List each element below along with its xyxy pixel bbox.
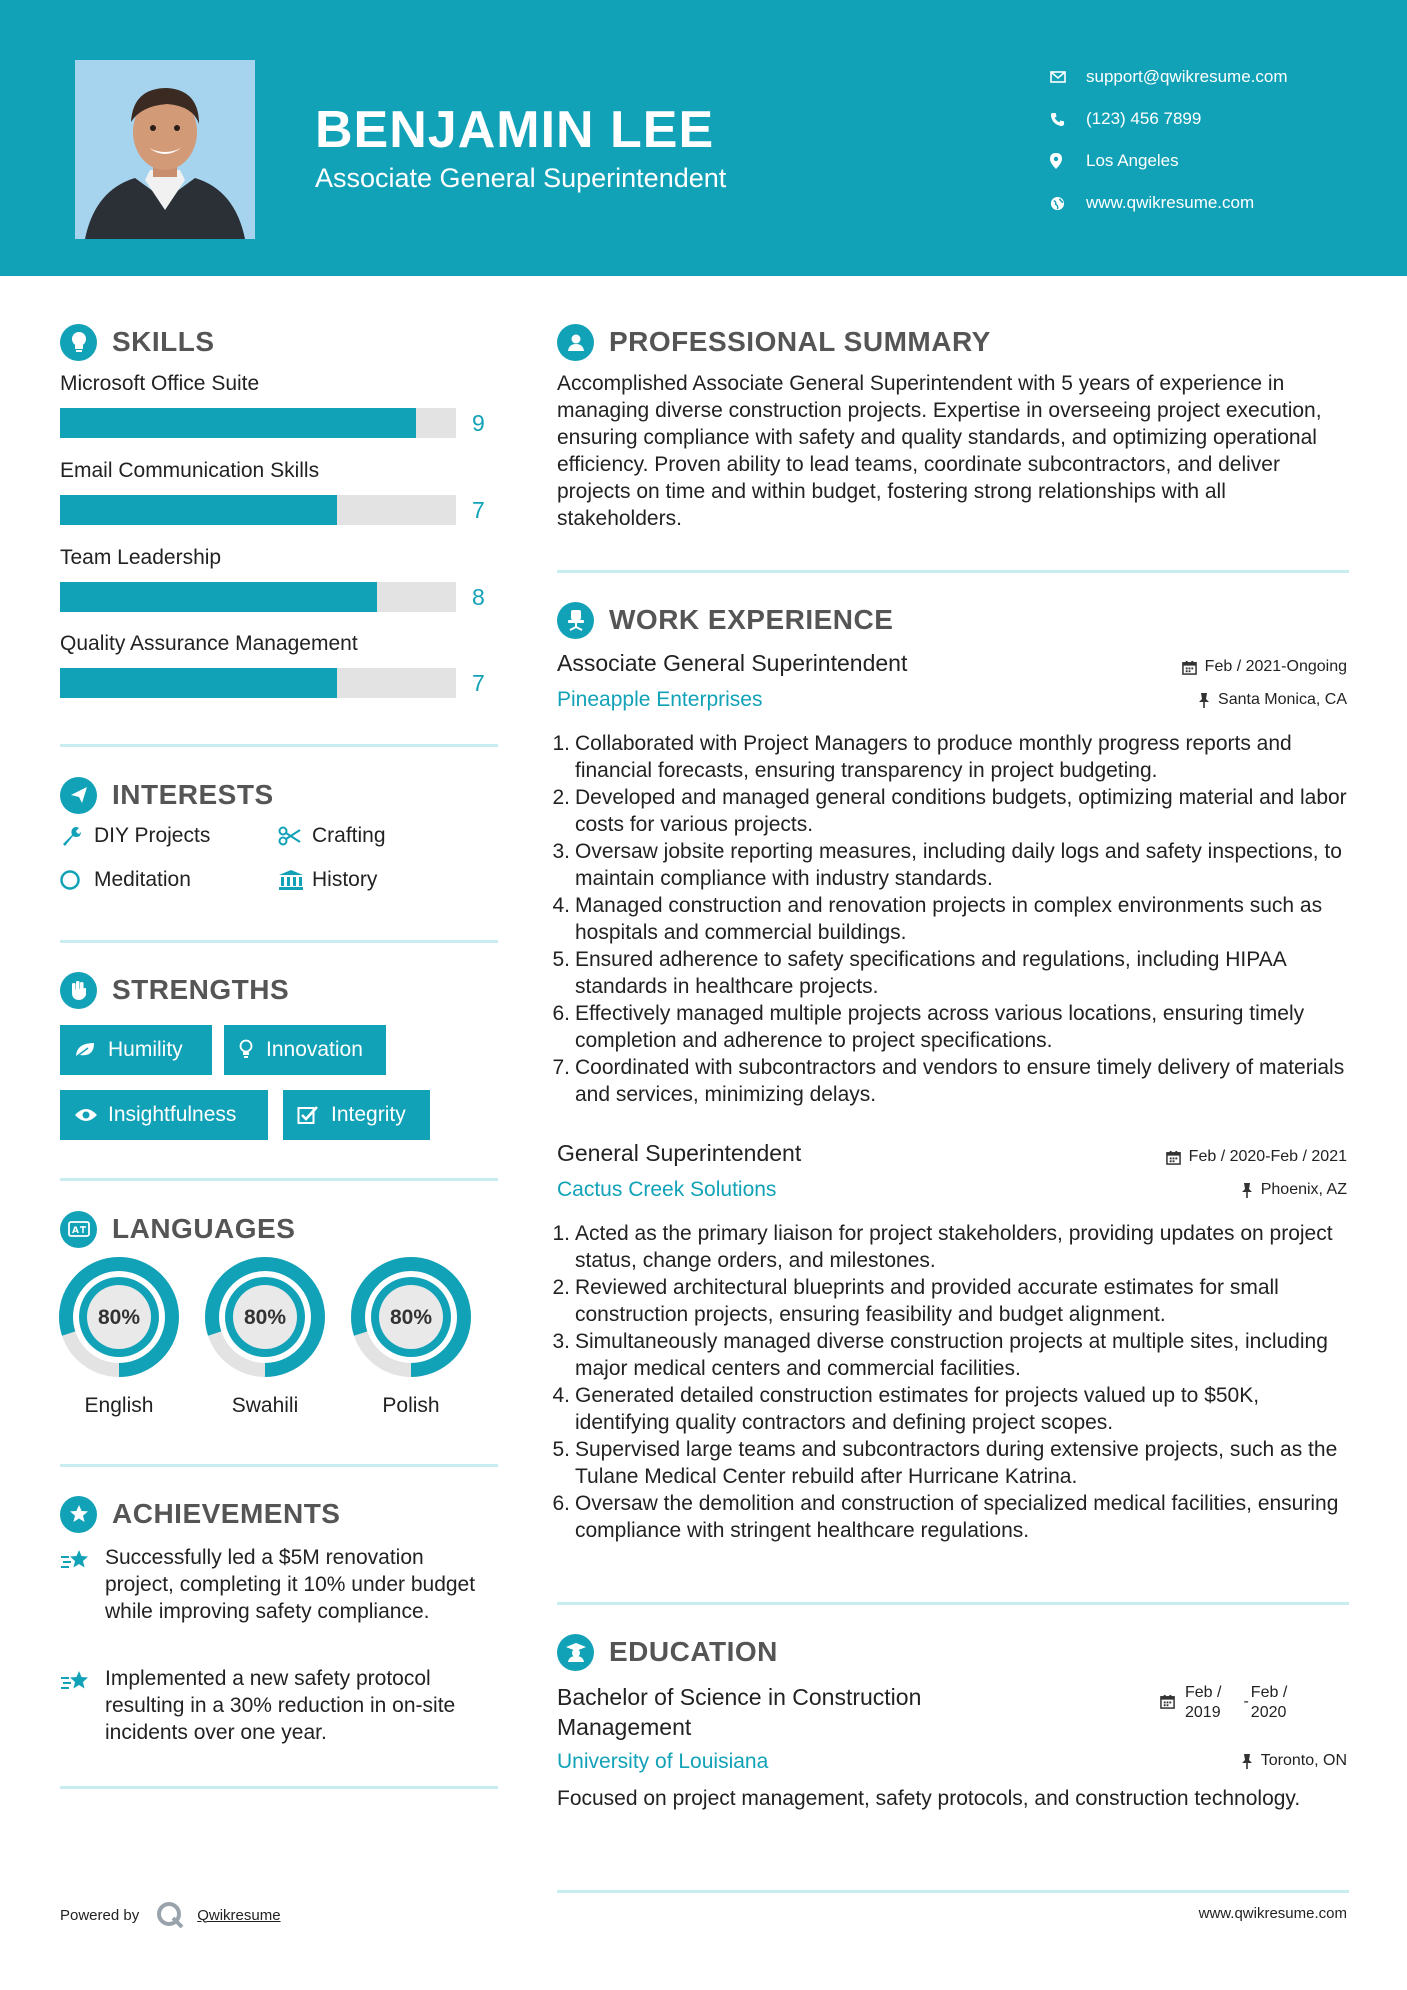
school-name: University of Louisiana [557, 1750, 769, 1773]
skill-bar-fill [60, 408, 416, 438]
strength-label: Humility [108, 1038, 183, 1061]
pushpin-icon [1241, 1753, 1253, 1769]
star-badge-icon [60, 1496, 97, 1533]
duty-item: 1. Acted as the primary liaison for project stakeholders, providing updates on project status, change orders, and milestones. [557, 1220, 1357, 1274]
interests-title: INTERESTS [112, 779, 274, 810]
achievements-title: ACHIEVEMENTS [112, 1498, 341, 1529]
contact-website[interactable] [1050, 182, 1380, 224]
duty-text: Effectively managed multiple projects across various locations, ensuring timely completion and adherence to project specifications. [575, 1002, 1305, 1052]
skill-bar [60, 495, 456, 525]
phone-icon [1050, 112, 1086, 127]
location-pin-icon [1050, 153, 1086, 169]
strengths-title: STRENGTHS [112, 974, 290, 1005]
duty-text: Generated detailed construction estimates for projects valued up to $50K, identifying quality contractors and defining project scopes. [575, 1384, 1260, 1434]
interest-label: History [312, 868, 378, 891]
eye-icon [74, 1107, 108, 1123]
section-divider [557, 1890, 1349, 1893]
interests-heading [60, 775, 274, 815]
graduate-icon [557, 1634, 594, 1671]
experience-heading [557, 600, 893, 640]
qwikresume-logo-icon [155, 1900, 185, 1930]
language-percent: 80% [97, 1306, 141, 1329]
contact-phone-text: (123) 456 7899 [1086, 109, 1202, 128]
interest-label: Crafting [312, 824, 386, 847]
summary-title: PROFESSIONAL SUMMARY [609, 326, 991, 357]
contact-location-text: Los Angeles [1086, 151, 1179, 170]
education-location-text: Toronto, ON [1260, 1752, 1347, 1769]
skill-value: 7 [472, 670, 485, 696]
paper-plane-icon [60, 777, 97, 814]
duty-item: 6. Effectively managed multiple projects across various locations, ensuring timely completion and adherence to project specifications. [557, 1000, 1357, 1054]
strength-label: Integrity [331, 1103, 406, 1126]
museum-icon [278, 869, 312, 891]
company-name: Pineapple Enterprises [557, 688, 763, 711]
duty-list [552, 1220, 1357, 1544]
duty-text: Developed and managed general conditions budgets, optimizing material and labor costs for various projects. [575, 786, 1347, 836]
degree-title [557, 1682, 921, 1742]
duty-item: 1. Collaborated with Project Managers to produce monthly progress reports and financial forecasts, ensuring transparency in project budgeting. [557, 730, 1357, 784]
contact-list [1050, 56, 1380, 224]
person-portrait-icon [75, 60, 255, 239]
scissors-icon [278, 826, 312, 846]
skill-bar [60, 582, 456, 612]
duty-text: Acted as the primary liaison for project stakeholders, providing updates on project status, change orders, and milestones. [575, 1222, 1333, 1272]
contact-email[interactable] [1050, 56, 1380, 98]
leaf-icon [74, 1041, 108, 1059]
powered-by-text: Powered by [60, 1906, 140, 1924]
section-divider [60, 744, 498, 747]
achievement-text: Implemented a new safety protocol resulting in a 30% reduction in on-site incidents over one year. [105, 1667, 456, 1744]
footer-url[interactable]: www.qwikresume.com [1198, 1905, 1347, 1922]
education-title: EDUCATION [609, 1636, 778, 1667]
strength-label: Insightfulness [108, 1103, 237, 1126]
office-chair-icon [557, 602, 594, 639]
job-date [1182, 658, 1347, 676]
job-title: Associate General Superintendent [557, 650, 908, 676]
contact-website-text: www.qwikresume.com [1086, 193, 1255, 212]
strength-tag [224, 1025, 386, 1075]
section-divider [60, 1178, 498, 1181]
skill-value: 8 [472, 584, 485, 610]
strength-tag [60, 1090, 268, 1140]
date-separator: - [1243, 1693, 1249, 1710]
duty-text: Supervised large teams and subcontractors during extensive projects, such as the Tulane Medical Center rebuild after Hurricane Katrina. [575, 1438, 1338, 1488]
skill-name: Quality Assurance Management [60, 632, 358, 655]
skill-bar-fill [60, 495, 337, 525]
wrench-icon [60, 825, 94, 847]
candidate-name: BENJAMIN LEE [315, 101, 715, 159]
interest-item [60, 824, 210, 848]
globe-icon [1050, 196, 1086, 211]
education-start-date [1185, 1683, 1221, 1723]
language-item [58, 1256, 180, 1417]
interest-item [60, 868, 191, 892]
language-name: Polish [382, 1394, 440, 1417]
section-divider [557, 570, 1349, 573]
education-location [1241, 1752, 1347, 1770]
skill-bar-fill [60, 668, 337, 698]
job-date-text: Feb / 2021-Ongoing [1204, 658, 1347, 675]
duty-item: 7. Coordinated with subcontractors and vendors to ensure timely delivery of materials and services, minimizing delays. [557, 1054, 1357, 1108]
date-part: 2019 [1185, 1704, 1221, 1721]
footer-powered-by [60, 1900, 281, 1930]
language-percent: 80% [389, 1306, 433, 1329]
job-location-text: Phoenix, AZ [1260, 1181, 1347, 1198]
skill-bar [60, 668, 456, 698]
language-name: Swahili [231, 1394, 299, 1417]
achievement-item [60, 1544, 490, 1625]
duty-text: Oversaw the demolition and construction of specialized medical facilities, ensuring compliance with stringent healthcare regulations. [575, 1492, 1339, 1542]
degree-line: Bachelor of Science in Construction [557, 1684, 922, 1710]
strength-tag [60, 1025, 212, 1075]
skill-bar [60, 408, 456, 438]
svg-text:A: A [71, 1226, 79, 1236]
skill-value: 9 [472, 410, 485, 436]
interest-item [278, 824, 386, 848]
education-heading [557, 1632, 778, 1672]
duty-text: Simultaneously managed diverse construction projects at multiple sites, including major medical centers and commercial facilities. [575, 1330, 1328, 1380]
strengths-heading [60, 970, 289, 1010]
raised-fist-icon [60, 972, 97, 1009]
duty-text: Reviewed architectural blueprints and provided accurate estimates for small construction projects, ensuring feasibility and budget alignment. [575, 1276, 1279, 1326]
job-location [1198, 691, 1347, 709]
envelope-icon [1050, 71, 1086, 83]
summary-heading [557, 322, 991, 362]
contact-location [1050, 140, 1380, 182]
contact-email-text: support@qwikresume.com [1086, 67, 1288, 86]
duty-item: 2. Developed and managed general conditions budgets, optimizing material and labor costs for various projects. [557, 784, 1357, 838]
interest-label: Meditation [94, 868, 191, 891]
candidate-title: Associate General Superintendent [315, 163, 727, 193]
calendar-icon [1166, 1150, 1181, 1165]
circle-icon [60, 869, 94, 891]
user-icon [557, 324, 594, 361]
strength-tag [283, 1090, 430, 1140]
language-progress-ring [350, 1256, 472, 1378]
job-location-text: Santa Monica, CA [1218, 691, 1347, 708]
job-title: General Superintendent [557, 1140, 802, 1166]
shooting-star-icon [60, 1544, 105, 1625]
duty-text: Oversaw jobsite reporting measures, including daily logs and safety inspections, to maintain compliance with industry standards. [575, 840, 1342, 890]
degree-line: Management [557, 1714, 692, 1740]
duty-item: 4. Managed construction and renovation projects in complex environments such as hospitals and commercial buildings. [557, 892, 1357, 946]
achievement-item [60, 1665, 490, 1746]
education-description: Focused on project management, safety protocols, and construction technology. [557, 1787, 1301, 1810]
duty-item: 3. Oversaw jobsite reporting measures, including daily logs and safety inspections, to maintain compliance with industry standards. [557, 838, 1357, 892]
shooting-star-icon [60, 1665, 105, 1746]
language-item [350, 1256, 472, 1417]
section-divider [60, 940, 498, 943]
job-location [1241, 1181, 1347, 1199]
skill-name: Microsoft Office Suite [60, 372, 260, 395]
skill-bar-fill [60, 582, 377, 612]
date-part: Feb / [1250, 1684, 1288, 1701]
duty-text: Coordinated with subcontractors and vendors to ensure timely delivery of materials and services, minimizing delays. [575, 1056, 1345, 1106]
company-name: Cactus Creek Solutions [557, 1178, 777, 1201]
date-part: 2020 [1250, 1704, 1287, 1721]
duty-text: Managed construction and renovation projects in complex environments such as hospitals and commercial buildings. [575, 894, 1323, 944]
duty-item: 4. Generated detailed construction estimates for projects valued up to $50K, identifying quality contractors and defining project scopes. [557, 1382, 1357, 1436]
duty-item: 6. Oversaw the demolition and construction of specialized medical facilities, ensuring compliance with stringent healthcare regulations. [557, 1490, 1357, 1544]
section-divider [60, 1786, 498, 1789]
duty-item: 2. Reviewed architectural blueprints and provided accurate estimates for small construction projects, ensuring feasibility and budget alignment. [557, 1274, 1357, 1328]
languages-title: LANGUAGES [112, 1213, 296, 1244]
date-part: Feb / [1185, 1684, 1222, 1701]
duty-item: 5. Supervised large teams and subcontractors during extensive projects, such as the Tulane Medical Center rebuild after Hurricane Katrina. [557, 1436, 1357, 1490]
interest-item [278, 868, 377, 892]
language-progress-ring [204, 1256, 326, 1378]
duty-text: Ensured adherence to safety specifications and regulations, including HIPAA standards in healthcare projects. [575, 948, 1286, 998]
section-divider [557, 1602, 1349, 1605]
brand-link[interactable]: Qwikresume [197, 1906, 281, 1924]
lightbulb-icon [238, 1039, 266, 1061]
skill-name: Team Leadership [60, 546, 222, 569]
section-divider [60, 1464, 498, 1467]
job-date-text: Feb / 2020-Feb / 2021 [1188, 1148, 1347, 1165]
calendar-icon [1182, 660, 1197, 675]
skills-heading [60, 322, 215, 362]
contact-phone[interactable] [1050, 98, 1380, 140]
pushpin-icon [1198, 692, 1210, 708]
strength-label: Innovation [266, 1038, 363, 1061]
language-percent: 80% [243, 1306, 287, 1329]
languages-heading [60, 1209, 295, 1249]
duty-item: 5. Ensured adherence to safety specifications and regulations, including HIPAA standards in healthcare projects. [557, 946, 1357, 1000]
summary-text: Accomplished Associate General Superintendent with 5 years of experience in managing diverse construction projects. Expertise in overseeing project execution, ensuring compliance with safety and quality standards, and optimizing operational efficiency. Proven ability to lead teams, coordinate subcontractors, and deliver projects on time and within budget, fostering strong relationships with all stakeholders. [557, 372, 1322, 530]
experience-title: WORK EXPERIENCE [609, 604, 894, 635]
duty-item: 3. Simultaneously managed diverse construction projects at multiple sites, including major medical centers and commercial facilities. [557, 1328, 1357, 1382]
job-date [1166, 1148, 1347, 1166]
achievements-heading [60, 1494, 340, 1534]
skill-name: Email Communication Skills [60, 459, 320, 482]
lightbulb-icon [60, 324, 97, 361]
language-name: English [84, 1394, 154, 1417]
duty-list [552, 730, 1357, 1108]
education-date [1160, 1683, 1287, 1723]
language-card-icon [60, 1211, 97, 1248]
duty-text: Collaborated with Project Managers to produce monthly progress reports and financial forecasts, ensuring transparency in project budgeting. [575, 732, 1292, 782]
checkbox-icon [297, 1105, 331, 1125]
language-progress-ring [58, 1256, 180, 1378]
pushpin-icon [1241, 1182, 1253, 1198]
achievement-text: Successfully led a $5M renovation project, completing it 10% under budget while improving safety compliance. [105, 1546, 476, 1623]
interest-label: DIY Projects [94, 824, 211, 847]
skill-value: 7 [472, 497, 485, 523]
education-end-date [1251, 1683, 1287, 1723]
skills-title: SKILLS [112, 326, 215, 357]
profile-photo [75, 60, 255, 239]
resume-header [0, 0, 1407, 276]
language-item [204, 1256, 326, 1417]
calendar-icon [1160, 1694, 1175, 1709]
